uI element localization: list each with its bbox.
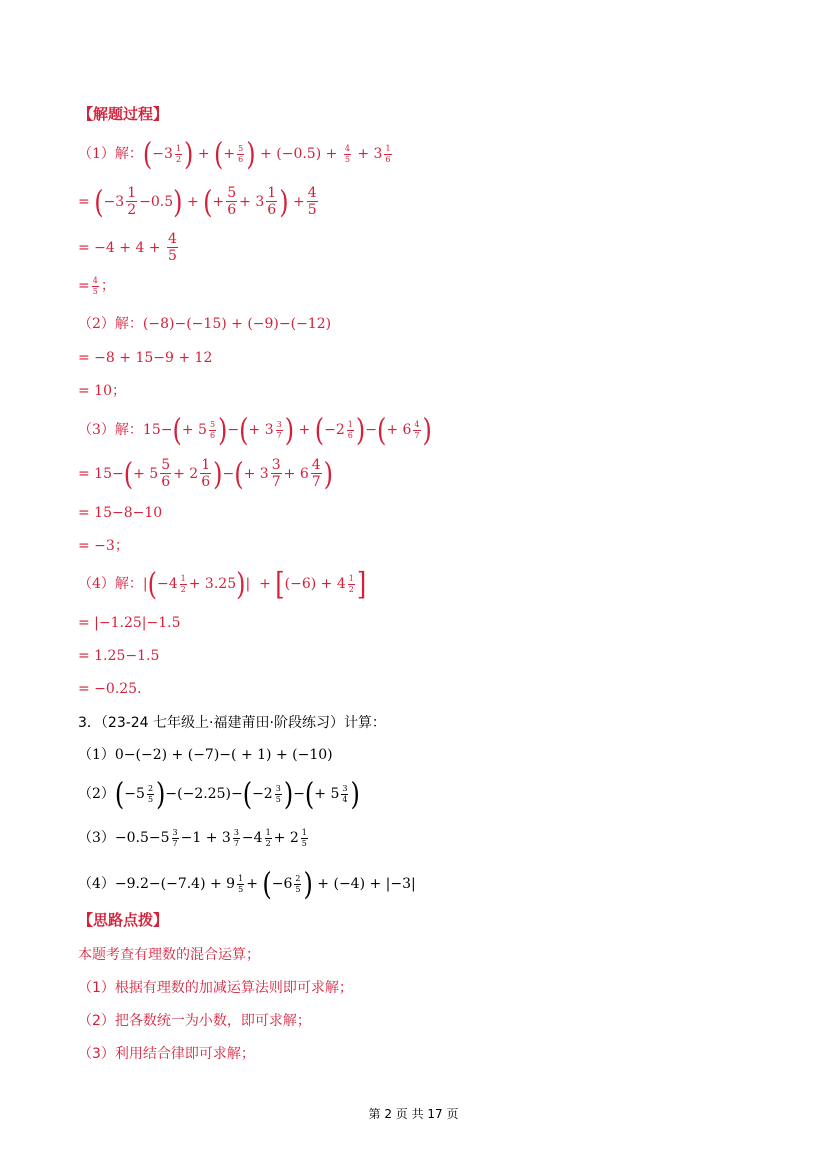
p1-answer: = $\frac{4}{5}$ ；	[78, 275, 115, 296]
problem3-title: 3．（23-24 七年级上·福建莆田·阶段练习）计算：	[78, 715, 386, 731]
hint-item: （1）根据有理数的加减运算法则即可求解；	[78, 980, 353, 996]
hint-heading: 【思路点拨】	[78, 911, 169, 929]
p1-step1: = ( −3 $\frac{1}{2}$ −0.5 ) + ( + $\frac{5}{6}$ + 3 $\frac{1}{6}$ ) + $\frac{4}{5}$	[78, 183, 317, 220]
p2-answer: = 10；	[78, 383, 126, 399]
problem3-q4: （4）−9.2−(−7.4) + 9 $\frac{1}{5}$ + ( −6 $\frac{2}{5}$ ) + (−4) + |−3|	[78, 865, 416, 903]
page-footer: 第 2 页 共 17 页	[368, 1107, 459, 1121]
problem3-q3: （3）−0.5−5 $\frac{3}{7}$ −1 + 3 $\frac{3}{7}$ −4 $\frac{1}{2}$ + 2 $\frac{1}{5}$	[78, 827, 307, 848]
p1-step2: = −4 + 4 + $\frac{4}{5}$	[78, 231, 177, 264]
p3-answer: = −3；	[78, 538, 129, 554]
hint-item: （2）把各数统一为小数，即可求解；	[78, 1013, 311, 1029]
p2-question: （2）解： (−8)−(−15) + (−9)−(−12)	[78, 316, 332, 332]
p4-step2: = 1.25−1.5	[78, 648, 160, 664]
p4-answer: = −0.25．	[78, 681, 152, 697]
p3-step2: = 15−8−10	[78, 505, 163, 521]
p4-step1: = |−1.25|−1.5	[78, 615, 181, 631]
hint-item: （3）利用结合律即可求解；	[78, 1046, 255, 1062]
p3-question: （3）解： 15− ( + 5 $\frac{5}{6}$ ) − ( + 3 $\frac{3}{7}$ ) + ( −2 $\frac{1}{6}$ ) − ( + 6 $\frac{4}{7}$ )	[78, 411, 432, 449]
p3-step1: = 15− ( + 5 $\frac{5}{6}$ + 2 $\frac{1}{6}$ ) − ( + 3 $\frac{3}{7}$ + 6 $\frac{4}{7}$ )	[78, 455, 334, 492]
hint-item: 本题考查有理数的混合运算；	[78, 947, 260, 963]
problem3-q1: （1）0−(−2) + (−7)−( + 1) + (−10)	[78, 747, 333, 763]
p1-question: （1）解： ( −3 $\frac{1}{2}$ ) + ( + $\frac{5}{6}$ ) + (−0.5) + $\frac{4}{5}$ + 3 $\frac{1}{6}$	[78, 135, 391, 173]
p4-question: （4）解： | ( −4 $\frac{1}{2}$ + 3.25 ) | + [ (−6) + 4 $\frac{1}{2}$ ]	[78, 565, 367, 603]
solution-heading: 【解题过程】	[78, 105, 169, 123]
problem3-q2: （2） ( −5 $\frac{2}{5}$ ) −(−2.25)− ( −2 $\frac{3}{5}$ ) − ( + 5 $\frac{3}{4}$ )	[78, 775, 360, 813]
p2-step1: = −8 + 15−9 + 12	[78, 350, 213, 366]
